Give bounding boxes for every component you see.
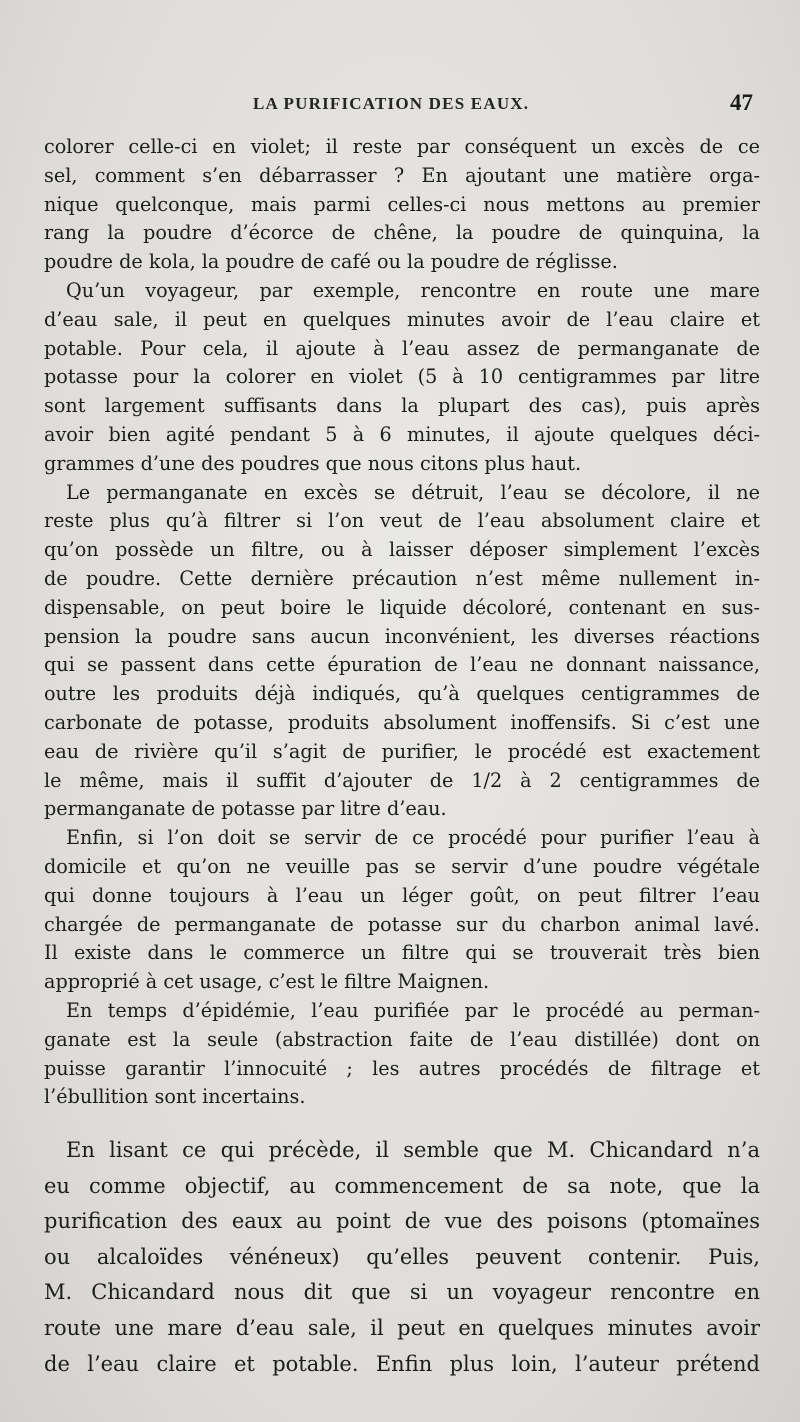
text-line: chargée de permanganate de potasse sur du charbon animal lavé. [44,912,760,936]
paragraph-5 [44,997,760,1112]
commentary-block [44,1133,760,1382]
paragraph-3 [44,479,760,825]
text-line: dispensable, on peut boire le liquide décoloré, contenant en sus- [44,595,760,619]
text-line: eau de rivière qu’il s’agit de purifier, le procédé est exactement [44,739,760,763]
text-line: En lisant ce qui précède, il semble que M. Chicandard n’a [66,1138,760,1162]
text-line: purification des eaux au point de vue des poisons (ptomaïnes [44,1209,760,1234]
text-line: puisse garantir l’innocuité ; les autres procédés de filtrage et [44,1056,760,1080]
text-line: sont largement suffisants dans la plupart des cas), puis après [44,394,760,418]
text-line: eu comme objectif, au commencement de sa note, que la [44,1173,760,1198]
text-line: Qu’un voyageur, par exemple, rencontre en route une mare [66,278,760,302]
text-line: M. Chicandard nous dit que si un voyageur rencontre en [44,1280,760,1305]
text-line: Le permanganate en excès se détruit, l’eau se décolore, il ne [66,480,760,504]
running-header [0,90,800,118]
text-line: rang la poudre d’écorce de chêne, la poudre de quinquina, la [44,221,760,245]
text-line: potasse pour la colorer en violet (5 à 10 centigrammes par litre [44,365,760,389]
text-line: Enfin, si l’on doit se servir de ce procédé pour purifier l’eau à [66,826,760,850]
text-line: d’eau sale, il peut en quelques minutes avoir de l’eau claire et [44,307,760,331]
text-line: grammes d’une des poudres que nous citons plus haut. [44,451,582,475]
text-line: avoir bien agité pendant 5 à 6 minutes, il ajoute quelques déci- [44,422,760,446]
text-line: route une mare d’eau sale, il peut en quelques minutes avoir [44,1315,760,1340]
text-line: reste plus qu’à filtrer si l’on veut de l’eau absolument claire et [44,509,760,533]
text-line: sel, comment s’en débarrasser ? En ajoutant une matière orga- [44,163,760,187]
text-line: qui donne toujours à l’eau un léger goût, on peut filtrer l’eau [44,883,760,907]
text-line: carbonate de potasse, produits absolument inoffensifs. Si c’est une [44,710,760,734]
text-line: de poudre. Cette dernière précaution n’est même nullement in- [44,566,760,590]
running-title: LA PURIFICATION DES EAUX. [253,94,530,113]
text-line: pension la poudre sans aucun inconvénient, les diverses réactions [44,624,760,648]
paragraph-2 [44,277,760,479]
paragraph-1 [44,133,760,277]
text-line: qu’on possède un filtre, ou à laisser déposer simplement l’excès [44,538,760,562]
text-line: approprié à cet usage, c’est le filtre Maignen. [44,970,490,994]
text-line: outre les produits déjà indiqués, qu’à quelques centigrammes de [44,682,760,706]
page-number: 47 [730,90,753,115]
text-line: le même, mais il suffit d’ajouter de 1/2 à 2 centigrammes de [44,768,760,792]
text-line: ganate est la seule (abstraction faite de l’eau distillée) dont on [44,1027,760,1051]
paragraph-4 [44,824,760,997]
quoted-text-block [44,133,760,1112]
text-line: Il existe dans le commerce un filtre qui se trouverait très bien [44,941,760,965]
text-line: ou alcaloïdes vénéneux) qu’elles peuvent contenir. Puis, [44,1244,760,1269]
text-line: En temps d’épidémie, l’eau purifiée par le procédé au perman- [66,998,760,1022]
text-line: l’ébullition sont incertains. [44,1085,306,1109]
text-line: permanganate de potasse par litre d’eau. [44,797,447,821]
text-line: qui se passent dans cette épuration de l’eau ne donnant naissance, [44,653,760,677]
text-line: poudre de kola, la poudre de café ou la poudre de réglisse. [44,250,618,274]
text-line: domicile et qu’on ne veuille pas se servir d’une poudre végétale [44,854,760,878]
text-line: de l’eau claire et potable. Enfin plus loin, l’auteur prétend [44,1351,760,1376]
text-line: nique quelconque, mais parmi celles-ci nous mettons au premier [44,192,760,216]
text-line: potable. Pour cela, il ajoute à l’eau assez de permanganate de [44,336,760,360]
text-line: colorer celle-ci en violet; il reste par conséquent un excès de ce [44,135,760,158]
